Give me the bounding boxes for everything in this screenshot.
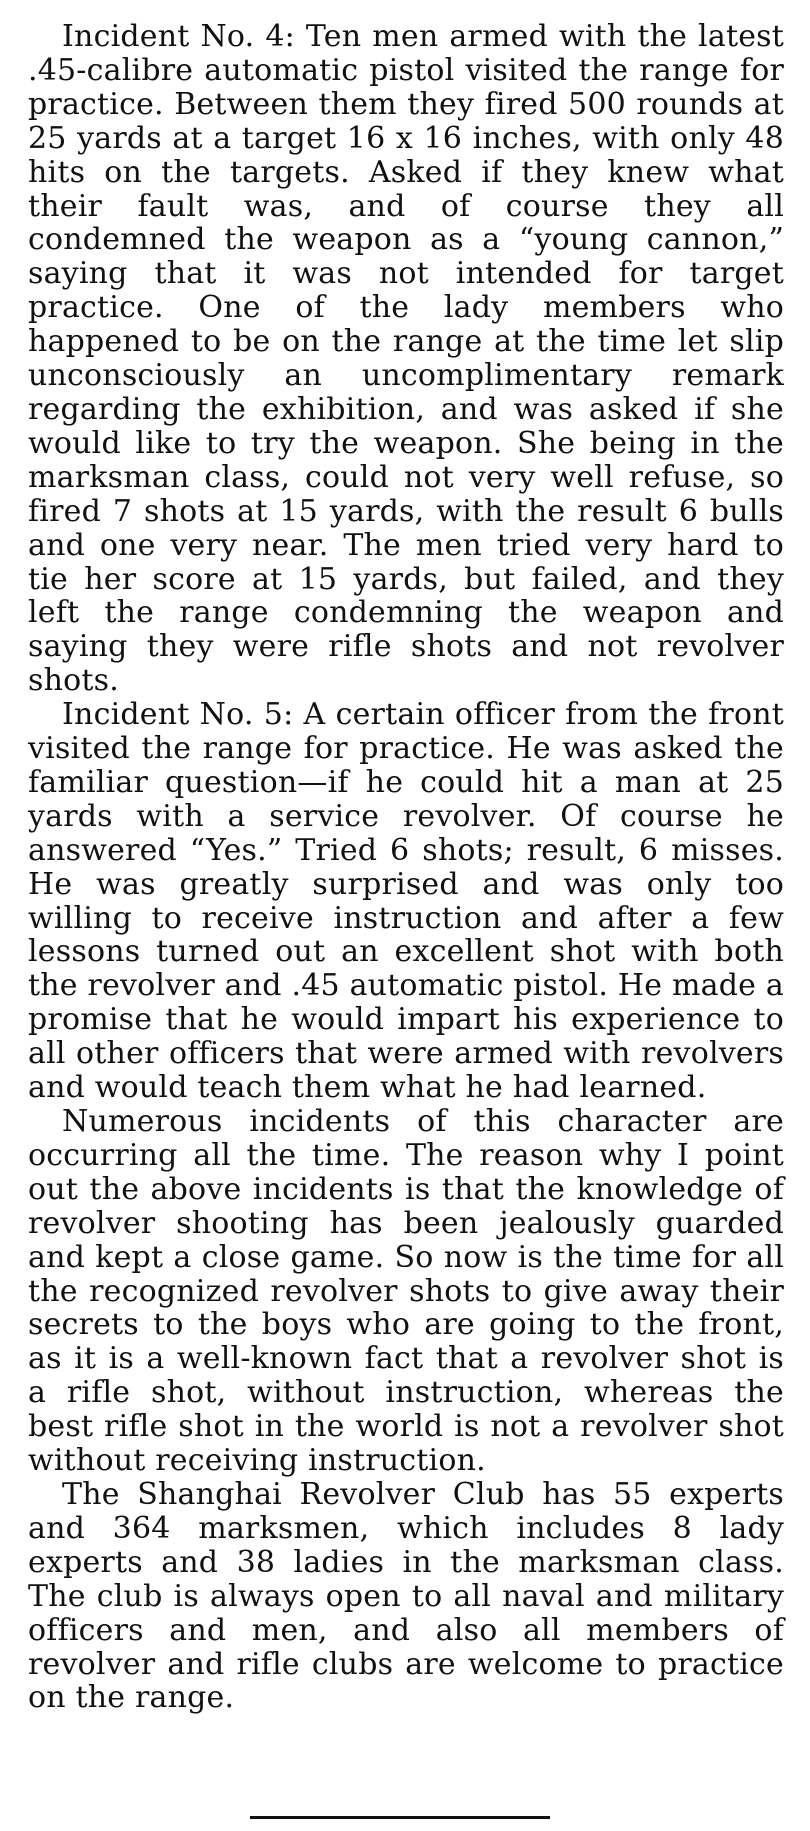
paragraph-shanghai-club: The Shanghai Revolver Club has 55 experts and 364 marksmen, which includes 8 lady experts and 38 ladies in the marksman class. The club is always open to all naval and military officers and men, and also all members of revolver and rifle clubs are welcome to practice on the range. [28, 1476, 784, 1716]
end-divider [250, 1816, 550, 1820]
paragraph-incident-5: Incident No. 5: A certain officer from the front visited the range for practice. He was asked the familiar question—if he could hit a man at 25 yards with a service revolver. Of course he answered “Yes.” Tried 6 shots; result, 6 misses. He was greatly surprised and was only too willing to receive instruction and after a few lessons turned out an excellent shot with both the revolver and .45 automatic pistol. He made a promise that he would impart his experience to all other officers that were armed with revolvers and would teach them what he had learned. [28, 697, 784, 1106]
paragraph-incident-4: Incident No. 4: Ten men armed with the latest .45-calibre automatic pistol visited the range for practice. Between them they fired 500 rounds at 25 yards at a target 16 x 16 inches, with only 48 hits on the targets. Asked if they knew what their fault was, and of course they all condemned the weapon as a “young cannon,” saying that it was not intended for target practice. One of the lady members who happened to be on the range at the time let slip unconsciously an uncomplimentary remark regarding the exhibition, and was asked if she would like to try the weapon. She being in the marksman class, could not very well refuse, so fired 7 shots at 15 yards, with the result 6 bulls and one very near. The men tried very hard to tie her score at 15 yards, but failed, and they left the range condemning the weapon and saying they were rifle shots and not revolver shots. [28, 19, 784, 699]
article-body [28, 20, 784, 1715]
divider-line [250, 1816, 550, 1819]
paragraph-numerous-incidents: Numerous incidents of this character are occurring all the time. The reason why I point out the above incidents is that the knowledge of revolver shooting has been jealously guarded and kept a close game. So now is the time for all the recognized revolver shots to give away their secrets to the boys who are going to the front, as it is a well-known fact that a revolver shot is a rifle shot, without instruction, whereas the best rifle shot in the world is not a revolver shot without receiving instruction. [28, 1104, 784, 1479]
